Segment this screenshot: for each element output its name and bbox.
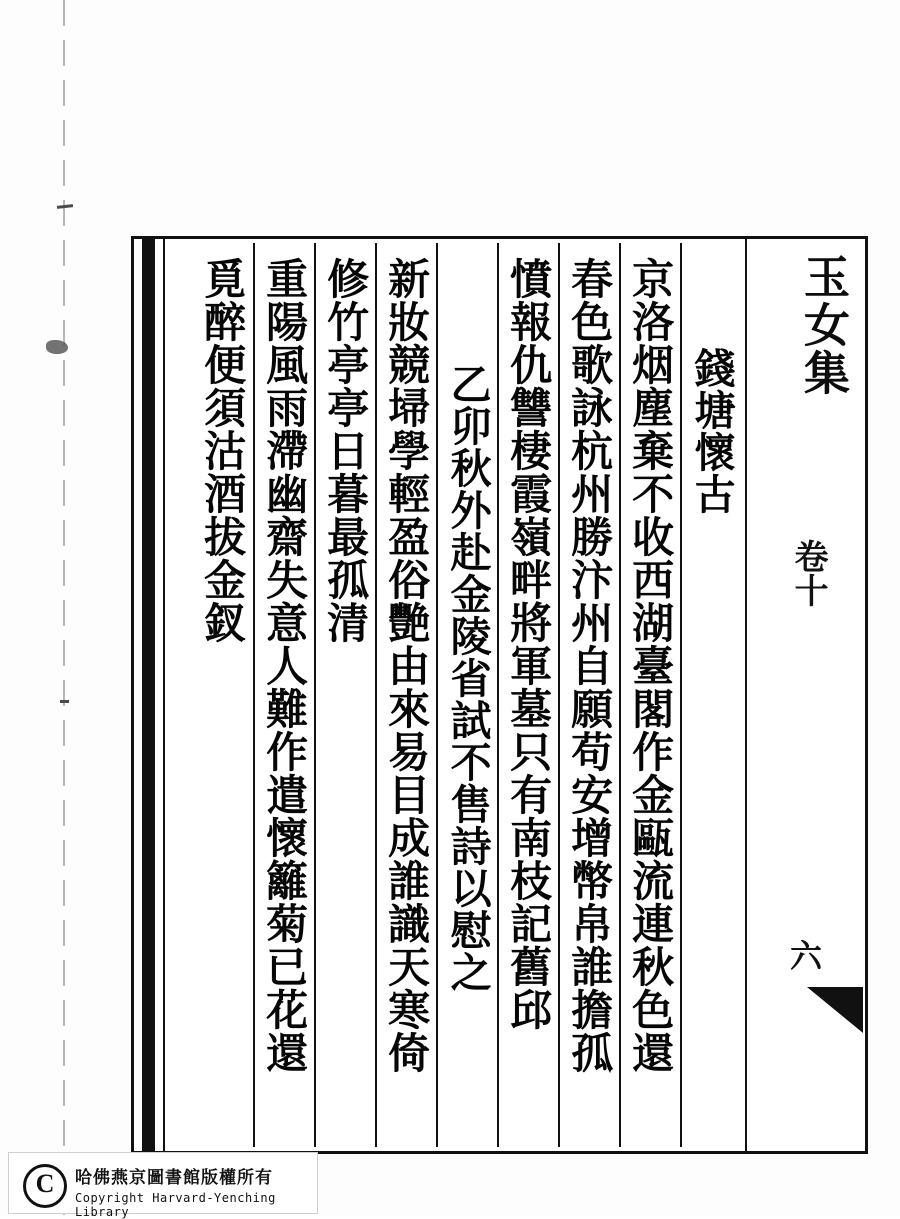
page-number: 六 [785, 939, 823, 971]
verse-line: 憤報仇讐棲霞嶺畔將軍墓只有南枝記舊邱 [504, 257, 554, 1031]
copyright-icon: C [23, 1164, 67, 1208]
column-section-title [680, 243, 741, 1147]
verse-line: 修竹亭亭日暮最孤清 [321, 257, 371, 644]
verse-line: 新妝競埽學輕盈俗艷由來易目成誰識天寒倚 [382, 257, 432, 1074]
column-verse-5 [314, 243, 375, 1147]
section-title: 錢塘懷古 [687, 347, 736, 515]
ink-mark [60, 700, 69, 703]
page-crease [63, 0, 65, 1215]
column-verse-6 [253, 243, 314, 1147]
stamp-english-text: Copyright Harvard-Yenching Library [75, 1191, 276, 1219]
column-verse-3 [497, 243, 558, 1147]
library-copyright-stamp [8, 1152, 318, 1219]
poem-heading: 乙卯秋外赴金陵省試不售詩以慰之 [443, 363, 492, 993]
column-verse-4 [375, 243, 436, 1147]
ink-mark [57, 204, 73, 209]
column-poem-heading [436, 243, 497, 1147]
verse-line: 重陽風雨滯幽齋失意人難作遣懷籬菊已花還 [260, 257, 310, 1074]
verse-line: 覓醉便須沽酒拔金釵 [198, 257, 248, 644]
book-title: 玉女集 [797, 253, 851, 397]
column-verse-1 [619, 243, 680, 1147]
text-columns [170, 243, 741, 1147]
column-verse-2 [558, 243, 619, 1147]
volume-label: 卷十 [788, 539, 828, 607]
woodblock-frame [131, 236, 868, 1154]
verse-line: 春色歌詠杭州勝汴州自願苟安增幣帛誰擔孤 [565, 257, 615, 1074]
ink-mark [46, 340, 68, 354]
stamp-cjk-text: 哈佛燕京圖書館版權所有 [75, 1168, 273, 1188]
header-column [745, 239, 865, 1151]
column-verse-7 [192, 243, 253, 1147]
fishtail-ornament [807, 987, 863, 1033]
verse-line: 京洛烟塵棄不收西湖臺閣作金甌流連秋色還 [626, 257, 676, 1074]
